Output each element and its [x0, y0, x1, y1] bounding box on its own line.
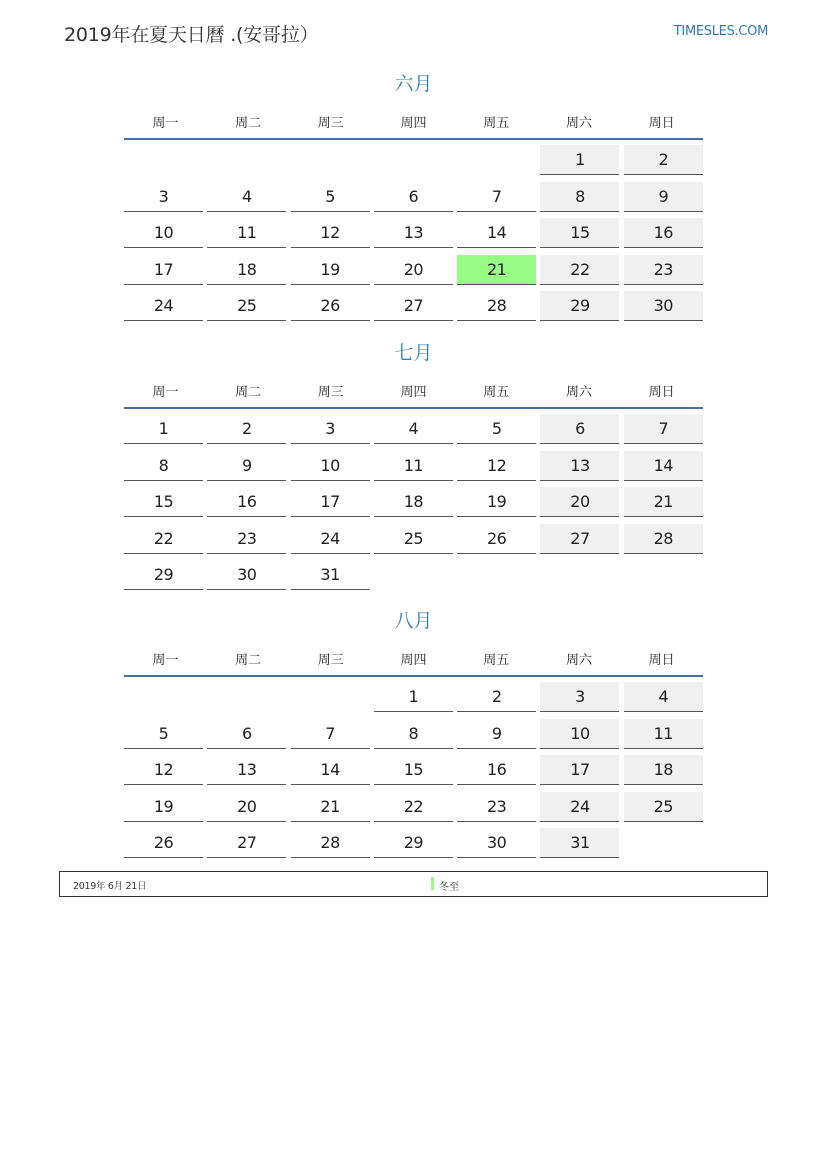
day-cell[interactable]: 13	[540, 451, 619, 481]
day-cell[interactable]: 28	[457, 291, 536, 321]
day-cell[interactable]: 17	[540, 755, 619, 785]
day-cell[interactable]: 5	[457, 414, 536, 444]
day-cell[interactable]: 9	[207, 451, 286, 481]
day-cell[interactable]: 30	[624, 291, 703, 321]
day-cell[interactable]: 8	[374, 719, 453, 749]
empty-cell	[207, 145, 286, 174]
day-cell[interactable]: 9	[457, 719, 536, 749]
day-cell[interactable]: 23	[624, 255, 703, 285]
holiday-legend	[59, 871, 768, 897]
legend-holiday-name: 冬至	[439, 882, 459, 893]
day-cell[interactable]: 2	[624, 145, 703, 175]
month-june	[124, 70, 703, 328]
site-link[interactable]: TIMESLES.COM	[673, 24, 768, 39]
day-cell[interactable]: 19	[457, 487, 536, 517]
empty-cell	[124, 682, 203, 711]
weekday-label: 周日	[648, 652, 675, 668]
day-cell[interactable]: 26	[124, 828, 203, 858]
day-cell[interactable]: 23	[207, 524, 286, 554]
day-cell[interactable]: 15	[374, 755, 453, 785]
day-cell[interactable]: 23	[457, 792, 536, 822]
weekday-header	[124, 104, 703, 140]
day-cell[interactable]: 11	[207, 218, 286, 248]
day-cell[interactable]: 6	[207, 719, 286, 749]
day-cell[interactable]: 29	[124, 560, 203, 590]
day-cell[interactable]: 27	[207, 828, 286, 858]
legend-date: 2019年 6月 21日	[73, 881, 147, 892]
day-grid	[124, 414, 703, 597]
day-cell[interactable]: 10	[291, 451, 370, 481]
month-july	[124, 339, 703, 597]
day-cell[interactable]: 7	[457, 182, 536, 212]
weekday-label: 周一	[152, 652, 179, 668]
day-cell[interactable]: 22	[124, 524, 203, 554]
day-cell[interactable]: 1	[124, 414, 203, 444]
day-cell[interactable]: 19	[124, 792, 203, 822]
empty-cell	[457, 145, 536, 174]
day-cell[interactable]: 17	[124, 255, 203, 285]
month-title: 七月	[394, 342, 433, 364]
weekday-label: 周五	[483, 384, 510, 400]
empty-cell	[124, 145, 203, 174]
empty-cell	[207, 682, 286, 711]
day-cell[interactable]: 22	[540, 255, 619, 285]
weekday-label: 周六	[565, 115, 592, 131]
day-cell[interactable]: 6	[540, 414, 619, 444]
day-cell[interactable]: 3	[540, 682, 619, 712]
day-cell[interactable]: 5	[291, 182, 370, 212]
day-cell[interactable]: 25	[624, 792, 703, 822]
day-cell[interactable]: 14	[457, 218, 536, 248]
day-cell[interactable]: 5	[124, 719, 203, 749]
empty-cell	[374, 145, 453, 174]
day-cell[interactable]: 25	[374, 524, 453, 554]
weekday-label: 周三	[317, 652, 344, 668]
day-cell[interactable]: 7	[624, 414, 703, 444]
day-cell[interactable]: 19	[291, 255, 370, 285]
weekday-label: 周六	[565, 652, 592, 668]
day-cell[interactable]: 15	[540, 218, 619, 248]
day-cell-holiday[interactable]: 21	[457, 255, 536, 285]
day-cell[interactable]: 3	[124, 182, 203, 212]
day-cell[interactable]: 30	[207, 560, 286, 590]
weekday-label: 周六	[565, 384, 592, 400]
weekday-label: 周一	[152, 115, 179, 131]
day-cell[interactable]: 1	[540, 145, 619, 175]
day-cell[interactable]: 14	[291, 755, 370, 785]
day-grid	[124, 145, 703, 328]
day-cell[interactable]: 20	[374, 255, 453, 285]
weekday-label: 周二	[235, 115, 262, 131]
day-cell[interactable]: 15	[124, 487, 203, 517]
day-cell[interactable]: 18	[207, 255, 286, 285]
day-cell[interactable]: 21	[624, 487, 703, 517]
day-cell[interactable]: 4	[374, 414, 453, 444]
day-cell[interactable]: 30	[457, 828, 536, 858]
day-cell[interactable]: 4	[207, 182, 286, 212]
day-cell[interactable]: 27	[540, 524, 619, 554]
day-cell[interactable]: 27	[374, 291, 453, 321]
day-cell[interactable]: 20	[207, 792, 286, 822]
day-cell[interactable]: 13	[207, 755, 286, 785]
page-title: 2019年在夏天日曆 .(安哥拉）	[64, 24, 319, 46]
weekday-label: 周五	[483, 652, 510, 668]
day-cell[interactable]: 6	[374, 182, 453, 212]
day-cell[interactable]: 9	[624, 182, 703, 212]
day-cell[interactable]: 25	[207, 291, 286, 321]
day-cell[interactable]: 29	[374, 828, 453, 858]
day-cell[interactable]: 12	[291, 218, 370, 248]
day-cell[interactable]: 24	[540, 792, 619, 822]
day-cell[interactable]: 18	[624, 755, 703, 785]
month-title: 八月	[394, 610, 433, 632]
day-cell[interactable]: 1	[374, 682, 453, 712]
day-cell[interactable]: 8	[124, 451, 203, 481]
day-cell[interactable]: 16	[457, 755, 536, 785]
day-cell[interactable]: 7	[291, 719, 370, 749]
day-cell[interactable]: 22	[374, 792, 453, 822]
weekday-label: 周二	[235, 652, 262, 668]
weekday-label: 周四	[400, 115, 427, 131]
day-cell[interactable]: 12	[124, 755, 203, 785]
weekday-label: 周日	[648, 384, 675, 400]
weekday-label: 周三	[317, 115, 344, 131]
day-cell[interactable]: 16	[624, 218, 703, 248]
day-cell[interactable]: 20	[540, 487, 619, 517]
day-cell[interactable]: 21	[291, 792, 370, 822]
day-cell[interactable]: 16	[207, 487, 286, 517]
day-cell[interactable]: 31	[291, 560, 370, 590]
weekday-label: 周三	[317, 384, 344, 400]
day-cell[interactable]: 24	[291, 524, 370, 554]
day-cell[interactable]: 10	[540, 719, 619, 749]
day-cell[interactable]: 3	[291, 414, 370, 444]
day-cell[interactable]: 31	[540, 828, 619, 858]
day-cell[interactable]: 26	[457, 524, 536, 554]
day-cell[interactable]: 26	[291, 291, 370, 321]
day-cell[interactable]: 11	[624, 719, 703, 749]
day-cell[interactable]: 28	[624, 524, 703, 554]
day-cell[interactable]: 10	[124, 218, 203, 248]
weekday-label: 周一	[152, 384, 179, 400]
day-cell[interactable]: 8	[540, 182, 619, 212]
day-cell[interactable]: 24	[124, 291, 203, 321]
weekday-label: 周四	[400, 384, 427, 400]
weekday-label: 周四	[400, 652, 427, 668]
weekday-label: 周五	[483, 115, 510, 131]
empty-cell	[291, 682, 370, 711]
day-cell[interactable]: 14	[624, 451, 703, 481]
legend-color-marker	[431, 877, 434, 890]
day-cell[interactable]: 17	[291, 487, 370, 517]
day-cell[interactable]: 2	[207, 414, 286, 444]
weekday-header	[124, 373, 703, 409]
month-august	[124, 607, 703, 865]
month-title: 六月	[394, 73, 433, 95]
empty-cell	[291, 145, 370, 174]
weekday-label: 周日	[648, 115, 675, 131]
day-cell[interactable]: 12	[457, 451, 536, 481]
day-cell[interactable]: 28	[291, 828, 370, 858]
weekday-header	[124, 641, 703, 677]
day-cell[interactable]: 29	[540, 291, 619, 321]
day-cell[interactable]: 13	[374, 218, 453, 248]
weekday-label: 周二	[235, 384, 262, 400]
day-cell[interactable]: 2	[457, 682, 536, 712]
day-cell[interactable]: 18	[374, 487, 453, 517]
day-cell[interactable]: 11	[374, 451, 453, 481]
day-grid	[124, 682, 703, 865]
day-cell[interactable]: 4	[624, 682, 703, 712]
